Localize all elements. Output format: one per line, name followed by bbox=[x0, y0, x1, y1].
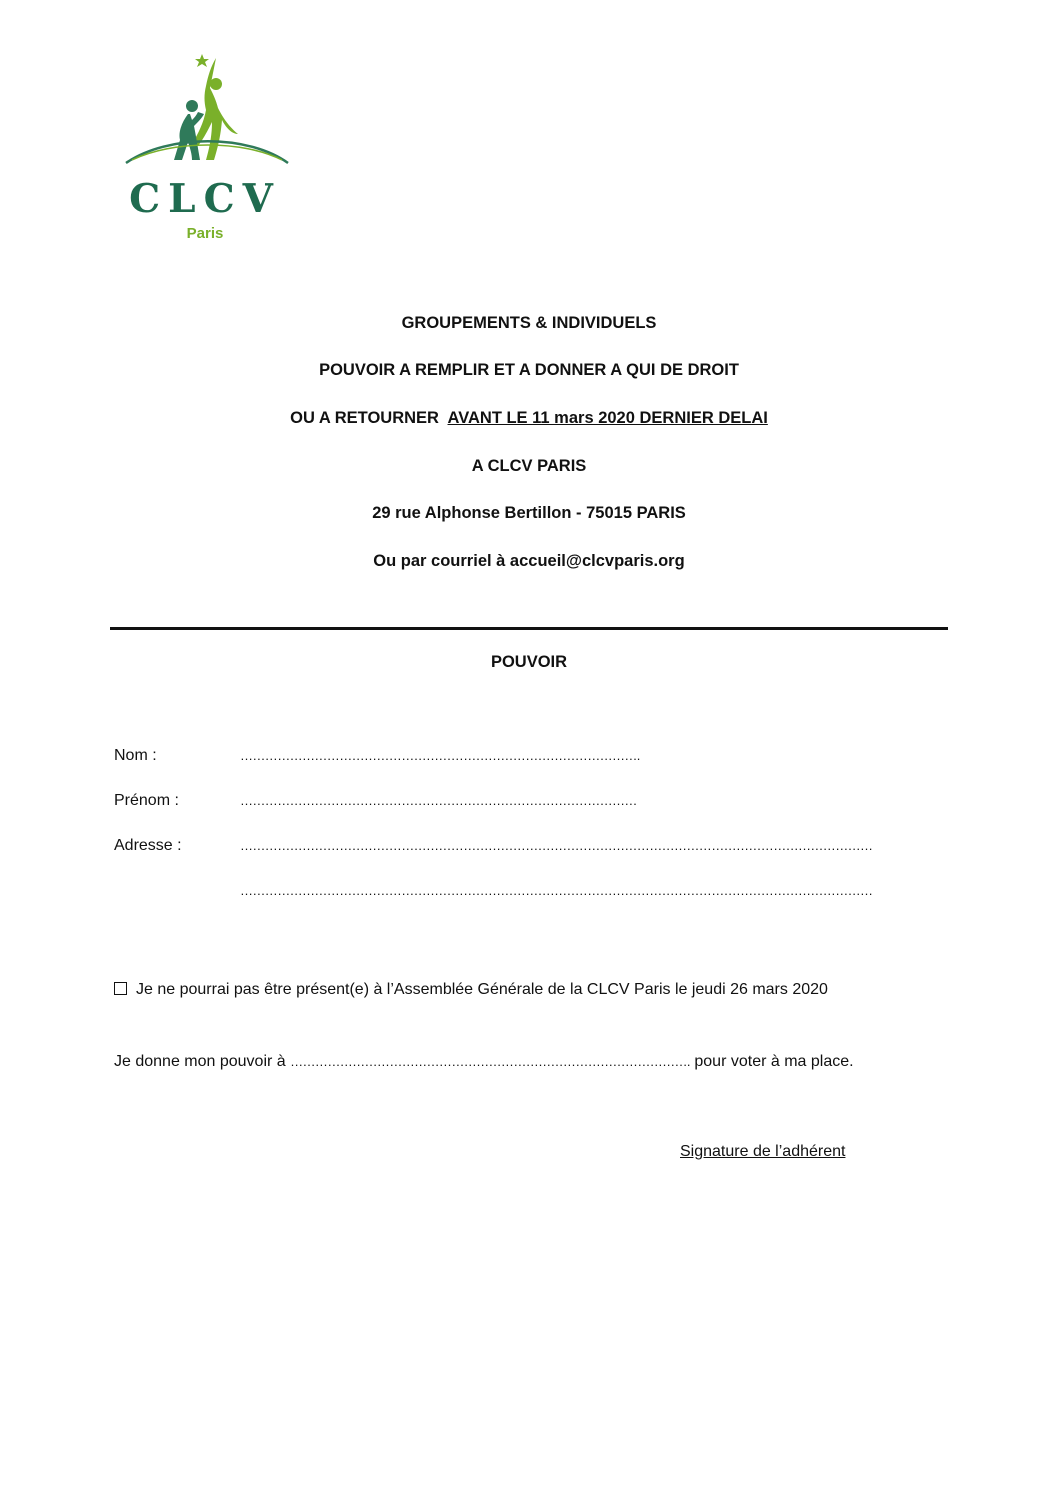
proxy-prefix: Je donne mon pouvoir à bbox=[114, 1053, 291, 1070]
header-line-instructions: POUVOIR A REMPLIR ET A DONNER A QUI DE DROIT bbox=[319, 361, 739, 379]
signature-label: Signature de l’adhérent bbox=[680, 1143, 846, 1160]
adresse-field-line-2[interactable]: ……………………………………………………………………………………………………………………………………… bbox=[240, 883, 873, 898]
absence-checkbox[interactable] bbox=[114, 982, 127, 995]
header-line-recipient: A CLCV PARIS bbox=[471, 457, 587, 475]
adresse-field-line-1[interactable]: ……………………………………………………………………………………………………………………………………… bbox=[240, 838, 873, 853]
adresse-label: Adresse : bbox=[114, 837, 182, 854]
proxy-suffix: pour voter à ma place. bbox=[689, 1053, 854, 1070]
horizontal-divider bbox=[110, 627, 948, 630]
proxy-statement bbox=[114, 1052, 854, 1072]
absence-statement-text: Je ne pourrai pas être présent(e) à l’Assemblée Générale de la CLCV Paris le jeudi 26 mars 2020 bbox=[136, 981, 828, 998]
prenom-label: Prénom : bbox=[114, 792, 179, 809]
logo-figures-icon bbox=[118, 48, 298, 183]
header-line-email: Ou par courriel à accueil@clcvparis.org bbox=[373, 552, 685, 570]
deadline-prefix: OU A RETOURNER bbox=[290, 409, 448, 427]
proxy-name-field[interactable]: ……………………………………………………………………………………. bbox=[290, 1054, 690, 1069]
nom-field[interactable]: ……………………………………………………………………………………. bbox=[240, 748, 640, 763]
logo-wordmark: CLCV bbox=[129, 176, 281, 222]
header-line-deadline bbox=[0, 408, 1058, 428]
nom-label: Nom : bbox=[114, 747, 157, 764]
absence-statement bbox=[114, 980, 828, 1000]
deadline-date: AVANT LE 11 mars 2020 DERNIER DELAI bbox=[447, 409, 768, 427]
logo-subword: Paris bbox=[186, 225, 224, 242]
header-line-address: 29 rue Alphonse Bertillon - 75015 PARIS bbox=[372, 504, 686, 522]
clcv-logo bbox=[118, 48, 298, 253]
form-title: POUVOIR bbox=[490, 653, 568, 671]
prenom-field[interactable]: …………………………………………………………………………………… bbox=[240, 793, 637, 808]
header-line-groups: GROUPEMENTS & INDIVIDUELS bbox=[401, 314, 657, 332]
